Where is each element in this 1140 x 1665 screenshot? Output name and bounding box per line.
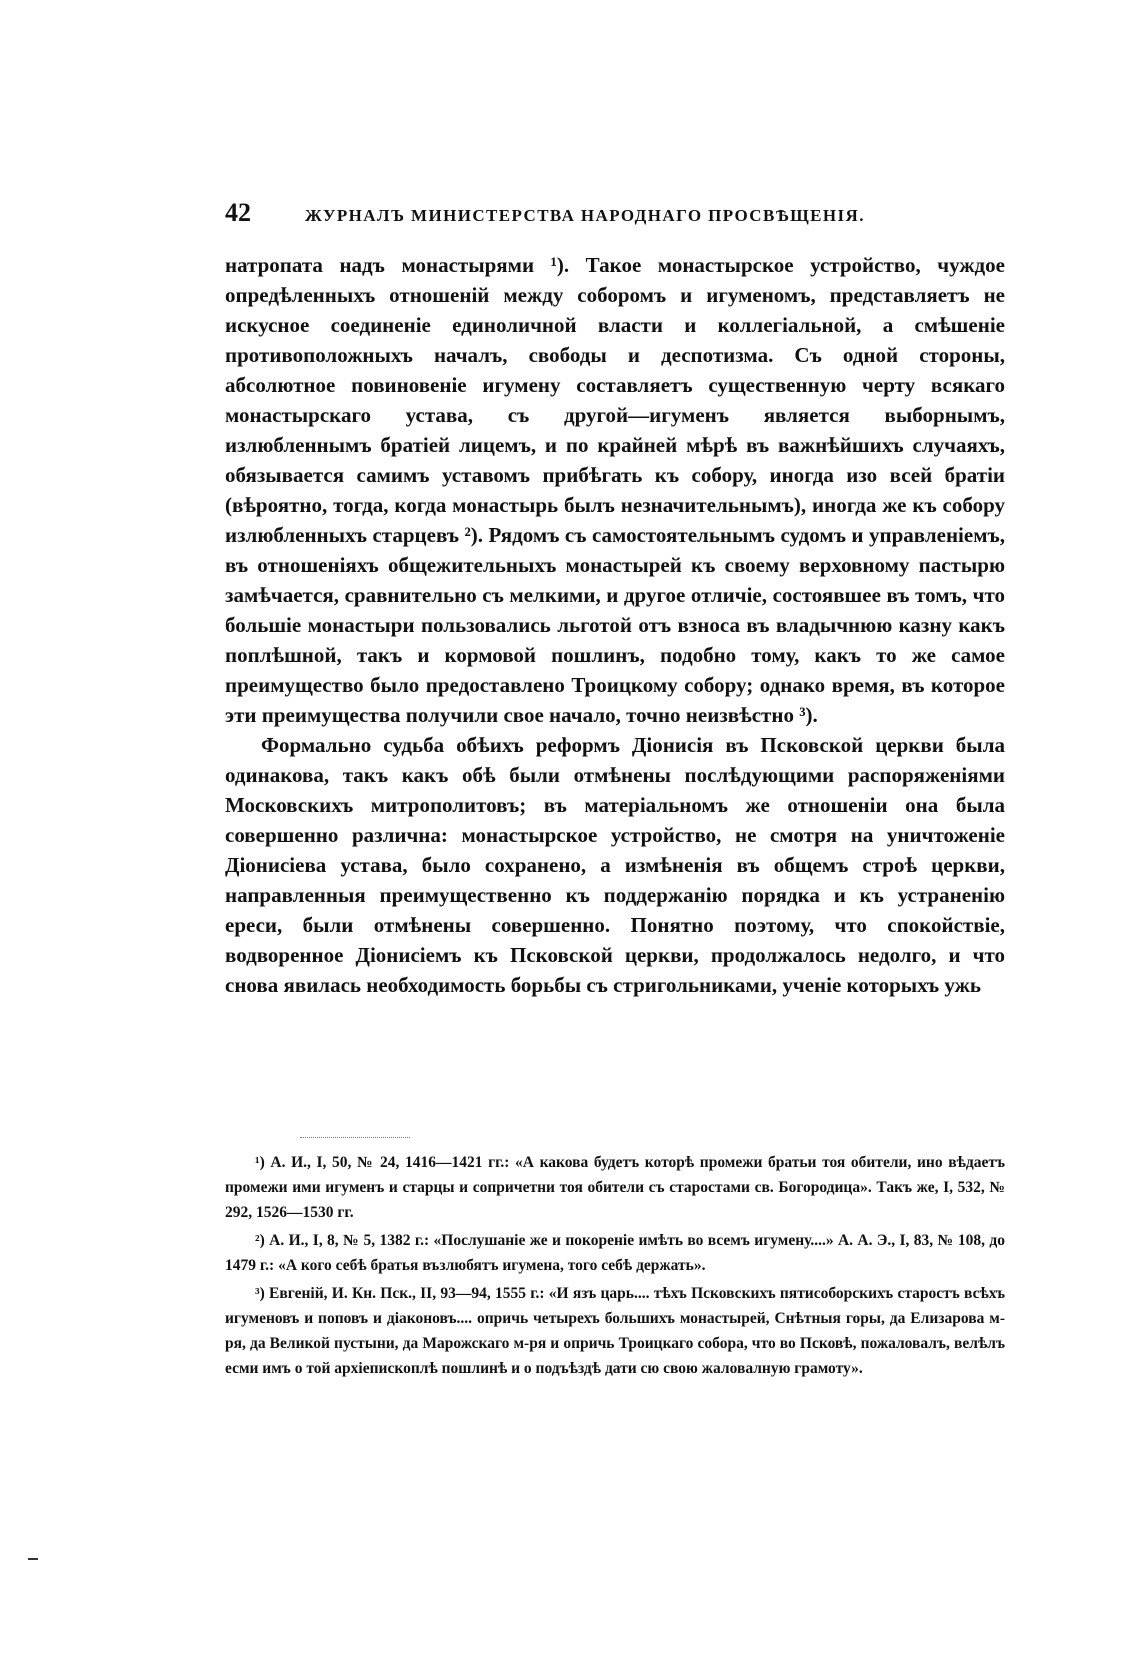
paragraph-2: Формально судьба обѣихъ реформъ Діонисія въ Псковской церкви была одинакова, такъ какъ обѣ были отмѣнены послѣдующими распоряженіями Московскихъ митрополитовъ; въ матеріальномъ же отношеніи она была совершенно различна: монастырское устройство, не смотря на уничтоженіе Діонисіева устава, было сохранено, а измѣненія въ общемъ строѣ церкви, направленныя преимущественно къ поддержанію порядка и къ устраненію ереси, были отмѣнены совершенно. Понятно поэтому, что спокойствіе, водворенное Діонисіемъ къ Псковской церкви, продолжалось недолго, и что снова явилась необходимость борьбы съ стригольниками, ученіе которыхъ ужь (225, 733, 1005, 997)
footnote-2: ²) А. И., I, 8, № 5, 1382 г.: «Послушаніе же и покореніе имѣть во всемъ игумену....» А. А. Э., I, 83, № 108, до 1479 г.: «А кого себѣ братья възлюбятъ игумена, того себѣ держать». (225, 1232, 1005, 1274)
margin-mark (28, 1558, 38, 1560)
journal-title: ЖУРНАЛЪ МИНИСТЕРСТВА НАРОДНАГО ПРОСВѢЩЕНІЯ. (305, 206, 865, 225)
footnotes (225, 1150, 1005, 1384)
footnote-1: ¹) А. И., I, 50, № 24, 1416—1421 гг.: «А какова будетъ которѣ промежи братьи тоя обители, ино вѣдаетъ промежи ими игуменъ и старцы и сопричетни тоя обители съ старостами св. Богородица». Такъ же, I, 532, № 292, 1526—1530 гг. (225, 1154, 1005, 1221)
footnote-3: ³) Евгеній, И. Кн. Пск., II, 93—94, 1555 г.: «И язъ царь.... тѣхъ Псковскихъ пятисоборскихъ старостъ всѣхъ игуменовъ и поповъ и діаконовъ.... опричь четырехъ большихъ монастырей, Снѣтныя горы, да Елизарова м-ря, да Великой пустыни, да Марожскаго м-ря и опричь Троицкаго собора, что во Псковѣ, пожаловалъ, велѣлъ есми имъ о той архіепископлѣ пошлинѣ и о подъѣздѣ дати сю свою жаловалную грамоту». (225, 1285, 1005, 1377)
footnote-separator (300, 1137, 410, 1138)
running-header (225, 198, 1005, 228)
page-number: 42 (225, 198, 251, 227)
paragraph-1: натропата надъ монастырями ¹). Такое монастырское устройство, чуждое опредѣленныхъ отношеній между соборомъ и игуменомъ, представляетъ не искусное соединеніе единоличной власти и коллегіальной, а смѣшеніе противоположныхъ началъ, свободы и деспотизма. Съ одной стороны, абсолютное повиновеніе игумену составляетъ существенную черту всякаго монастырскаго устава, съ другой—игуменъ является выборнымъ, излюбленнымъ братіей лицемъ, и по крайней мѣрѣ въ важнѣйшихъ случаяхъ, обязывается самимъ уставомъ прибѣгать къ собору, иногда изо всей братіи (вѣроятно, тогда, когда монастырь былъ незначительнымъ), иногда же къ собору излюбленныхъ старцевъ ²). Рядомъ съ самостоятельнымъ судомъ и управленіемъ, въ отношеніяхъ общежительныхъ монастырей къ своему верховному пастырю замѣчается, сравнительно съ мелкими, и другое отличіе, состоявшее въ томъ, что большіе монастыри пользовались льготой отъ взноса въ владычнюю казну какъ поплѣшной, такъ и кормовой пошлинъ, подобно тому, какъ то же самое преимущество было предоставлено Троицкому собору; однако время, въ которое эти преимущества получили свое начало, точно неизвѣстно ³). (225, 253, 1005, 727)
main-text (225, 250, 1005, 1000)
